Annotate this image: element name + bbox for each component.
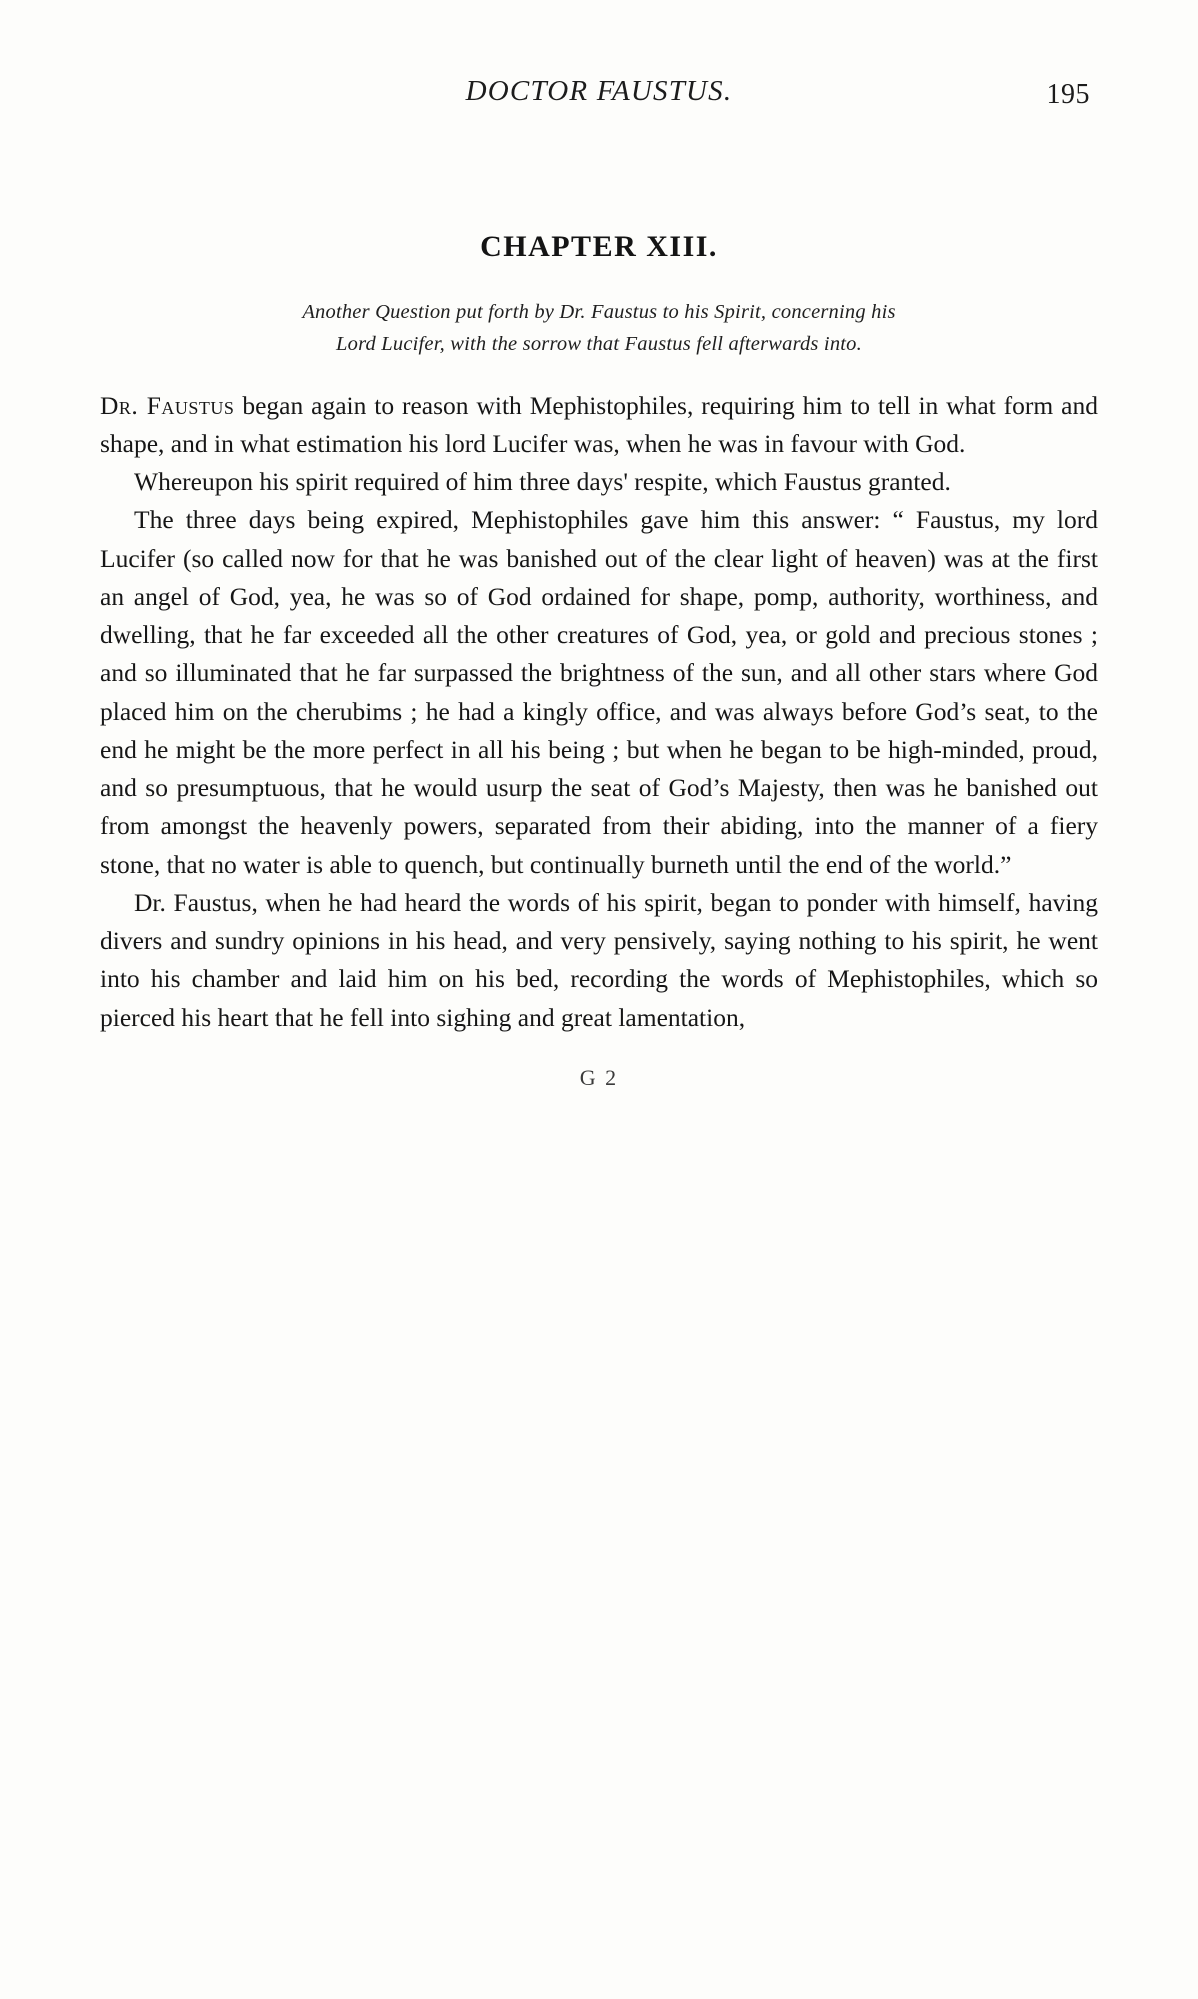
page-number: 195: [1046, 79, 1090, 110]
paragraph-3: The three days being expired, Mephistophiles gave him this answer: “ Faustus, my lord Lucifer (so called now for that he was banished out of the clear light of heaven) was at the first an angel of God, yea, he was so of God ordained for shape, pomp, authority, worthiness, and dwelling, that he far exceeded all the other creatures of God, yea, or gold and precious stones ; and so illuminated that he far surpassed the brightness of the sun, and all other stars where God placed him on the cherubims ; he had a kingly office, and was always before God’s seat, to the end he might be the more perfect in all his being ; but when he began to be high-minded, proud, and so presumptuous, that he would usurp the seat of God’s Majesty, then was he banished out from amongst the heavenly powers, separated from their abiding, into the manner of a fiery stone, that no water is able to quench, but continually burneth until the end of the world.”: [100, 505, 1098, 879]
paragraph-1: Dr. Faustus began again to reason with Mephistophiles, requiring him to tell in what form and shape, and in what estimation his lord Lucifer was, when he was in favour with God.: [100, 390, 1098, 458]
running-head: [100, 75, 1098, 135]
body-text: [100, 387, 1098, 1037]
running-head-title: DOCTOR FAUSTUS.: [465, 75, 733, 107]
signature-mark: G 2: [579, 1064, 619, 1090]
page-footer: [100, 1043, 1098, 1089]
page-content: [100, 75, 1098, 1089]
chapter-title: CHAPTER XIII.: [480, 230, 718, 263]
chapter-argument-line-2: Lord Lucifer, with the sorrow that Faustus fell afterwards into.: [336, 332, 862, 355]
opening-small-caps: Dr. Faustus: [100, 390, 235, 420]
chapter-argument-line-1: Another Question put forth by Dr. Faustus to his Spirit, concerning his: [302, 301, 896, 323]
paragraph-4: Dr. Faustus, when he had heard the words of his spirit, began to ponder with himself, having divers and sundry opinions in his head, and very pensively, saying nothing to his spirit, he went into his chamber and laid him on his bed, recording the words of Mephistophiles, which so pierced his heart that he fell into sighing and great lamentation,: [100, 887, 1098, 1032]
paragraph-2: Whereupon his spirit required of him three days' respite, which Faustus granted.: [134, 467, 951, 497]
chapter-argument: [100, 297, 1098, 361]
